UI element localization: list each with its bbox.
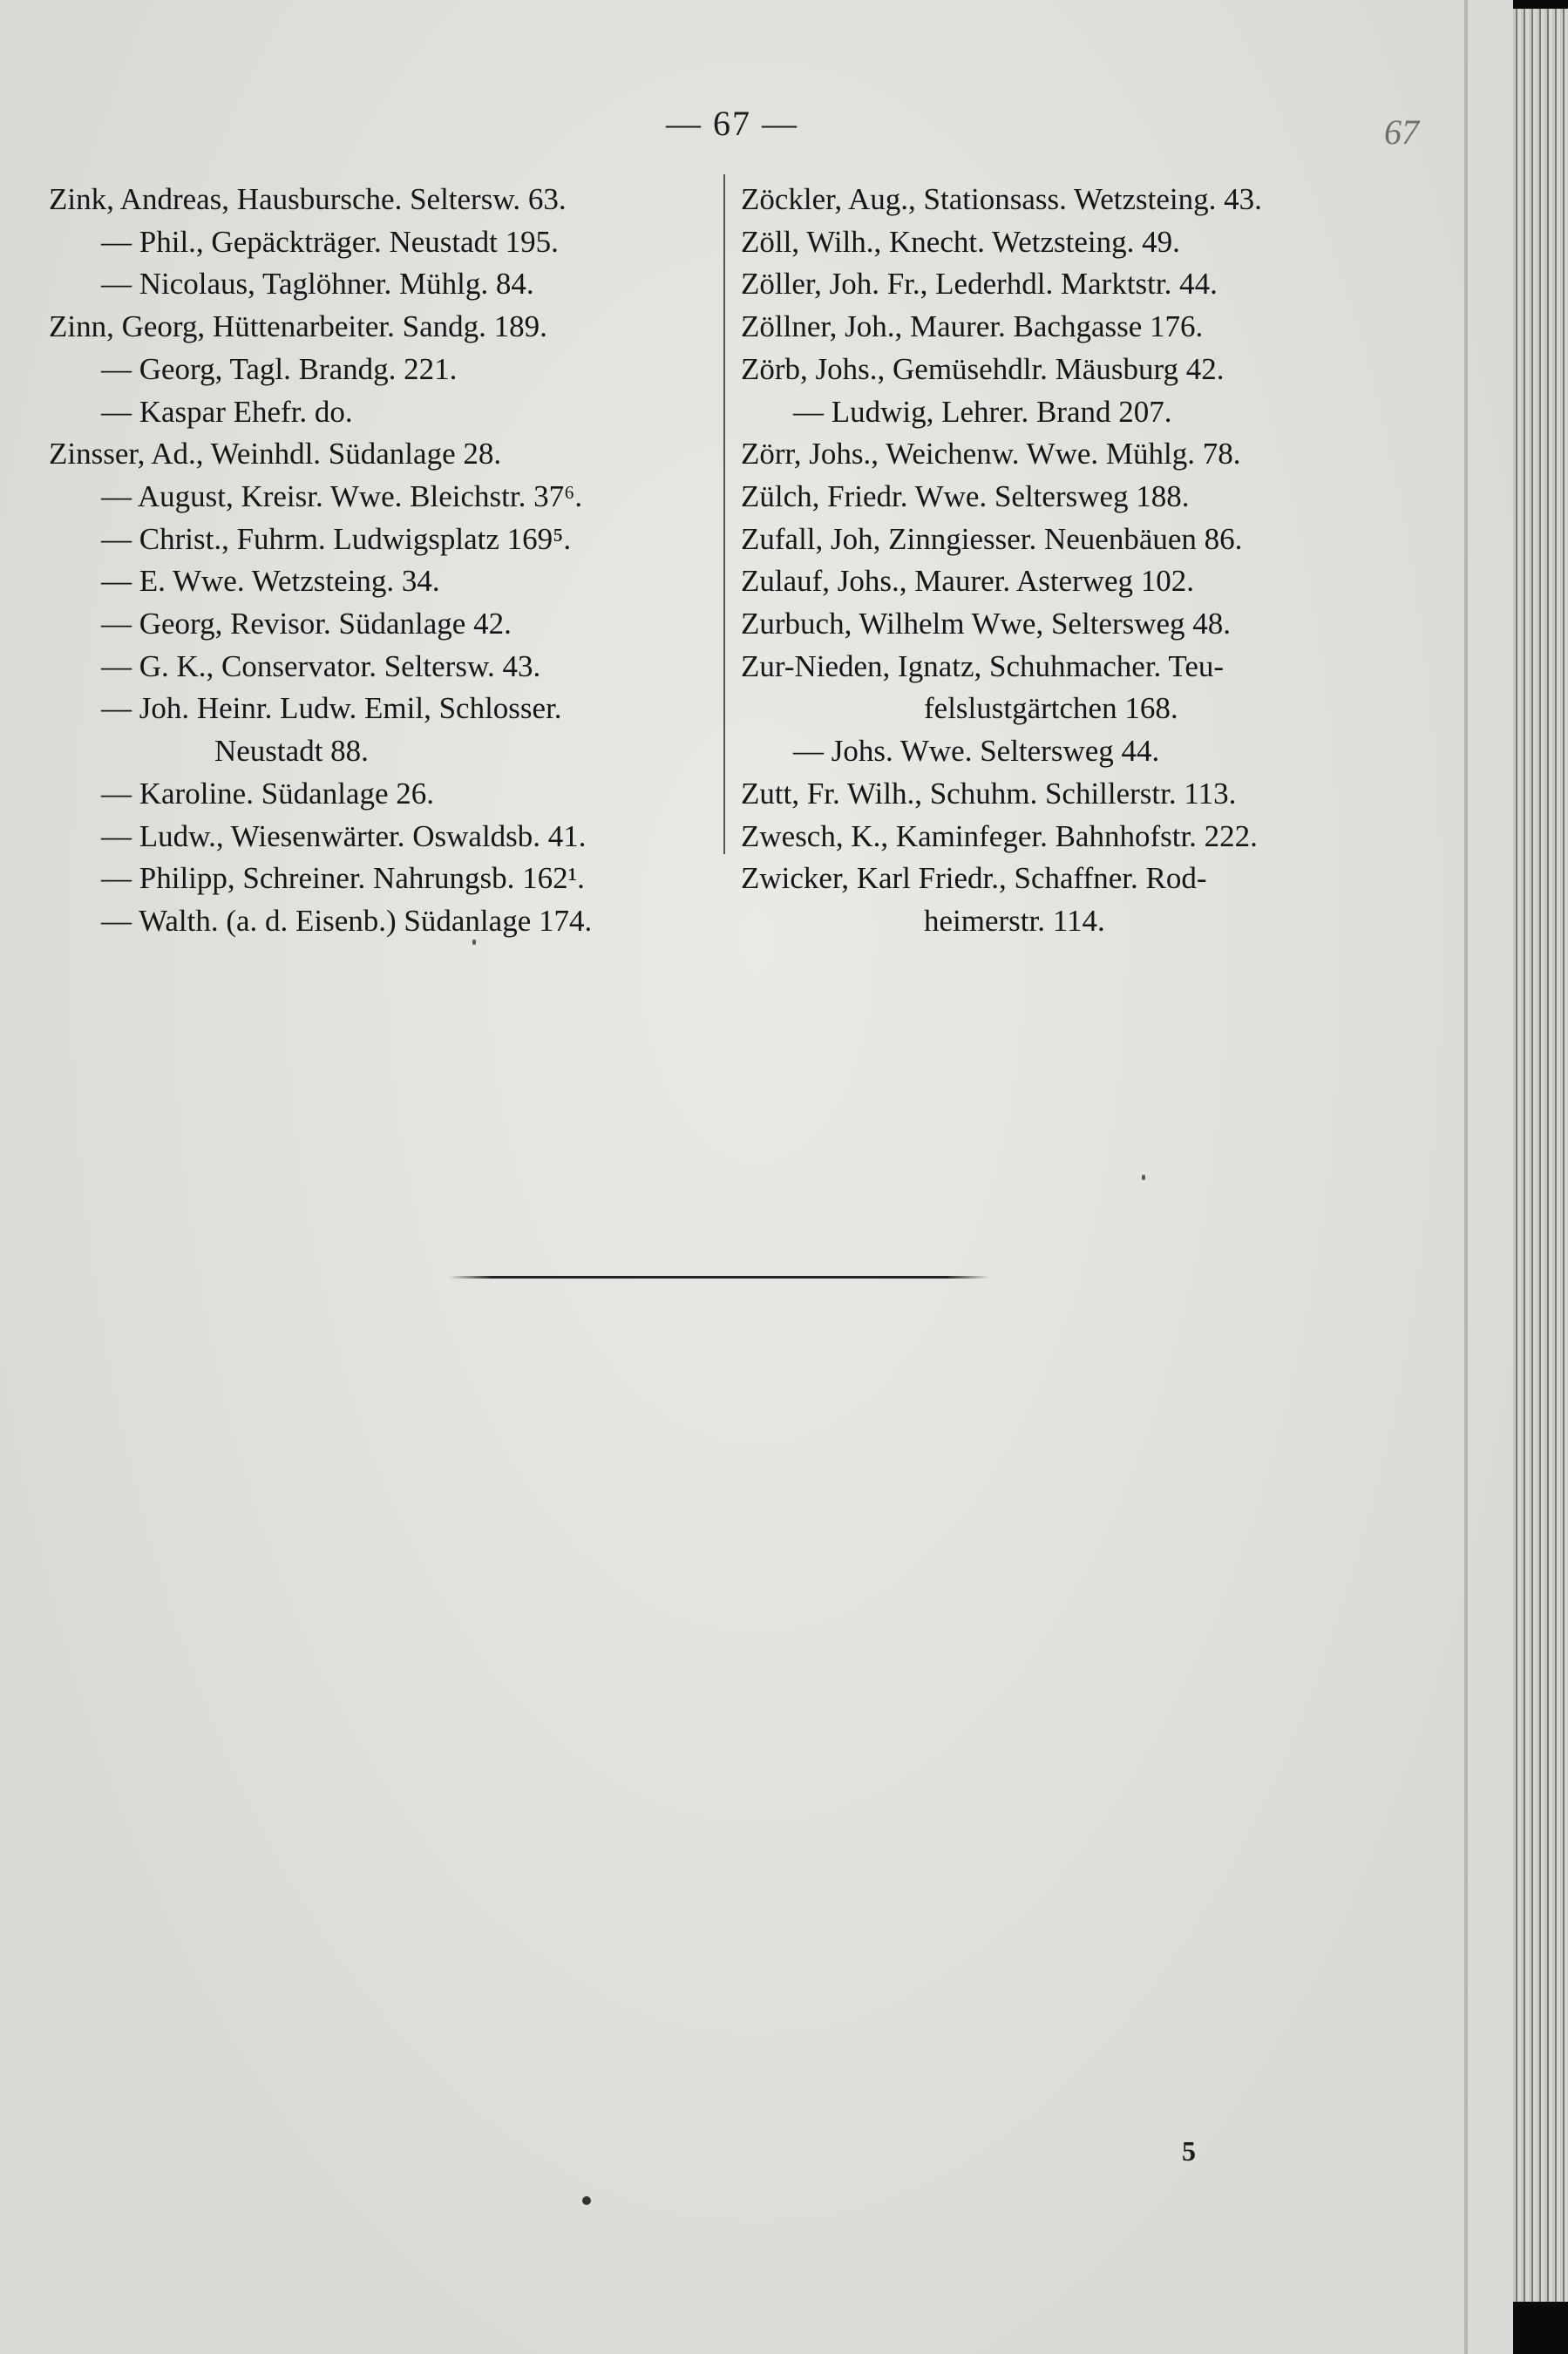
left-column [49,179,694,943]
list-item: Zutt, Fr. Wilh., Schuhm. Schillerstr. 113. [741,776,1237,811]
list-item: Zink, Andreas, Hausbursche. Seltersw. 63. [49,182,567,216]
book-edge-shadow [1513,2302,1568,2354]
list-item: — Ludwig, Lehrer. Brand 207. [793,394,1172,429]
right-column [741,179,1438,943]
end-rule [449,1276,989,1279]
list-item: Zufall, Joh, Zinngiesser. Neuenbäuen 86. [741,521,1243,556]
list-item: Zinsser, Ad., Weinhdl. Südanlage 28. [49,437,502,471]
ink-dot [582,2196,591,2205]
list-item: Zulauf, Johs., Maurer. Asterweg 102. [741,564,1195,599]
page-margin-shadow [1464,0,1468,2354]
list-item: — Christ., Fuhrm. Ludwigsplatz 169⁵. [101,521,572,556]
list-item: — Kaspar Ehefr. do. [101,394,353,429]
list-item: — Nicolaus, Taglöhner. Mühlg. 84. [101,267,534,302]
book-page-edges [1513,9,1568,2354]
list-item: Zöller, Joh. Fr., Lederhdl. Marktstr. 44. [741,267,1218,302]
list-item: Zörr, Johs., Weichenw. Wwe. Mühlg. 78. [741,437,1241,471]
list-item: Zörb, Johs., Gemüsehdlr. Mäusburg 42. [741,351,1225,386]
list-item: Zurbuch, Wilhelm Wwe, Seltersweg 48. [741,607,1232,641]
list-item: — E. Wwe. Wetzsteing. 34. [101,564,440,599]
list-item: — Georg, Revisor. Südanlage 42. [101,607,512,641]
ink-speck [472,940,476,945]
list-item: — G. K., Conservator. Seltersw. 43. [101,648,541,683]
list-item: Zur-Nieden, Ignatz, Schuhmacher. Teu- [741,648,1225,683]
ink-speck [1142,1175,1145,1180]
pencil-folio: 67 [1384,112,1419,152]
page-number: — 67 — [666,104,798,143]
list-item: — Karoline. Südanlage 26. [101,776,434,811]
list-item: — Philipp, Schreiner. Nahrungsb. 162¹. [101,861,585,896]
list-item: Zöckler, Aug., Stationsass. Wetzsteing. 43. [741,182,1262,216]
list-item: — Walth. (a. d. Eisenb.) Südanlage 174. [101,903,593,938]
column-divider [723,174,725,854]
list-item: Zwesch, K., Kaminfeger. Bahnhofstr. 222. [741,818,1258,853]
list-item: — Johs. Wwe. Seltersweg 44. [793,734,1160,769]
list-item-continuation: heimerstr. 114. [924,903,1105,938]
list-item: — Ludw., Wiesenwärter. Oswaldsb. 41. [101,818,587,853]
list-item: Zinn, Georg, Hüttenarbeiter. Sandg. 189. [49,309,547,344]
list-item: — Georg, Tagl. Brandg. 221. [101,351,458,386]
list-item: Zöllner, Joh., Maurer. Bachgasse 176. [741,309,1204,344]
list-item-continuation: felslustgärtchen 168. [924,691,1178,726]
list-item: — Joh. Heinr. Ludw. Emil, Schlosser. [101,691,562,726]
list-item: Zülch, Friedr. Wwe. Seltersweg 188. [741,478,1190,513]
list-item: Zwicker, Karl Friedr., Schaffner. Rod- [741,861,1207,896]
list-item: — August, Kreisr. Wwe. Bleichstr. 37⁶. [101,478,583,513]
list-item: Zöll, Wilh., Knecht. Wetzsteing. 49. [741,224,1180,259]
list-item-continuation: Neustadt 88. [214,734,369,769]
list-item: — Phil., Gepäckträger. Neustadt 195. [101,224,559,259]
signature-mark: 5 [1182,2135,1196,2167]
